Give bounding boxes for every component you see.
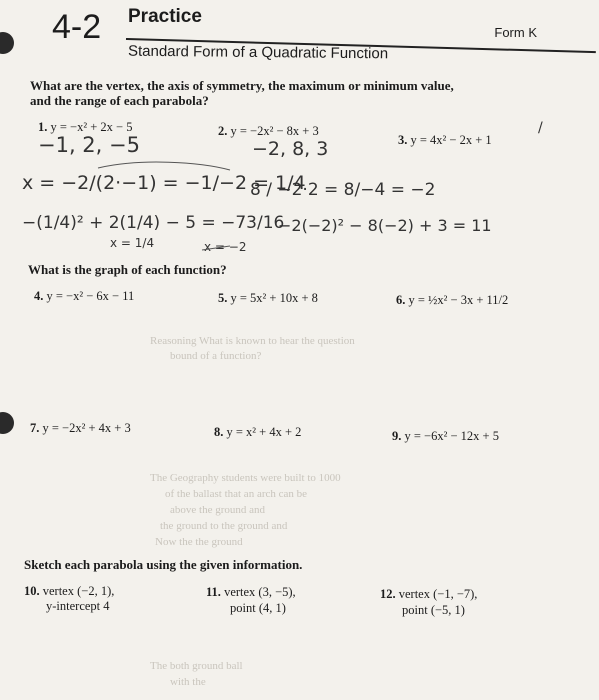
handwriting-axis-2: x = −2 (204, 240, 247, 254)
faded-text-2: bound of a function? (170, 350, 262, 362)
problem-number: 6. (396, 293, 406, 307)
handwriting-max-value-2: −2(−2)² − 8(−2) + 3 = 11 (278, 216, 492, 235)
problem-number: 10. (24, 584, 40, 598)
problem-line1: vertex (3, −5), (224, 585, 296, 599)
problem-expression: y = ½x² − 3x + 11/2 (408, 293, 509, 307)
problem-number: 3. (398, 133, 408, 147)
problem-expression: y = −2x² + 4x + 3 (42, 421, 131, 435)
problem-7 (30, 421, 131, 436)
problem-expression: y = −2x² − 8x + 3 (230, 124, 319, 138)
faded-text-9: with the (170, 676, 206, 688)
problem-11 (206, 585, 296, 600)
faded-text-1: Reasoning What is known to hear the question (150, 335, 355, 347)
form-label: Form K (494, 25, 537, 40)
problem-9 (392, 429, 499, 444)
faded-text-8: The both ground ball (150, 660, 243, 672)
problem-expression: y = 4x² − 2x + 1 (410, 133, 492, 147)
problem-line1: vertex (−2, 1), (42, 584, 115, 598)
page-title: Practice (128, 6, 202, 27)
handwriting-slash: / (538, 120, 543, 136)
handwriting-axis-1: x = 1/4 (110, 236, 155, 250)
problem-12 (380, 587, 477, 602)
problem-6 (396, 293, 508, 308)
handwriting-max-value-1: −(1/4)² + 2(1/4) − 5 = −73/16 (22, 213, 285, 233)
problem-number: 4. (34, 289, 44, 303)
section2-instruction: What is the graph of each function? (28, 262, 227, 277)
problem-expression: y = −6x² − 12x + 5 (404, 429, 499, 443)
problem-10 (24, 584, 114, 599)
problem-number: 2. (218, 124, 228, 138)
faded-text-5: above the ground and (170, 504, 265, 516)
problem-8 (214, 425, 301, 440)
handwriting-coefficients-1: −1, 2, −5 (38, 133, 140, 157)
problem-expression: y = −x² − 6x − 11 (46, 289, 135, 303)
faded-text-6: the ground to the ground and (160, 520, 288, 532)
handwriting-coefficients-2: −2, 8, 3 (252, 138, 329, 160)
problem-number: 9. (392, 429, 402, 443)
problem-11-line2: point (4, 1) (230, 601, 286, 615)
problem-number: 5. (218, 291, 228, 305)
problem-line1: vertex (−1, −7), (398, 587, 478, 601)
handwriting-vertex-x-2: 8 / −2·2 = 8/−4 = −2 (250, 180, 436, 200)
problem-number: 11. (206, 585, 221, 599)
section3-instruction: Sketch each parabola using the given information. (24, 557, 303, 572)
problem-4 (34, 289, 134, 304)
problem-expression: y = x² + 4x + 2 (226, 425, 302, 439)
faded-text-4: of the ballast that an arch can be (165, 488, 308, 500)
section1-instruction-line2: and the range of each parabola? (30, 93, 209, 108)
problem-number: 8. (214, 425, 224, 439)
problem-10-line2: y-intercept 4 (46, 599, 110, 613)
problem-expression: y = 5x² + 10x + 8 (230, 291, 318, 305)
page-subtitle: Standard Form of a Quadratic Function (127, 42, 389, 63)
problem-5 (218, 291, 318, 306)
faded-text-3: The Geography students were built to 1000 (150, 472, 341, 484)
problem-12-line2: point (−5, 1) (402, 603, 465, 617)
problem-number: 7. (30, 421, 40, 435)
problem-number: 12. (380, 587, 396, 601)
problem-expression: y = −x² + 2x − 5 (50, 120, 133, 134)
handwriting-vertex-x-1: x = −2/(2·−1) = −1/−2 = 1/4 (22, 172, 306, 194)
faded-text-7: Now the the ground (155, 536, 243, 548)
section1-instruction-line1: What are the vertex, the axis of symmetry, the maximum or minimum value, (30, 78, 454, 93)
problem-number: 1. (38, 120, 48, 134)
lesson-number: 4-2 (52, 8, 102, 46)
